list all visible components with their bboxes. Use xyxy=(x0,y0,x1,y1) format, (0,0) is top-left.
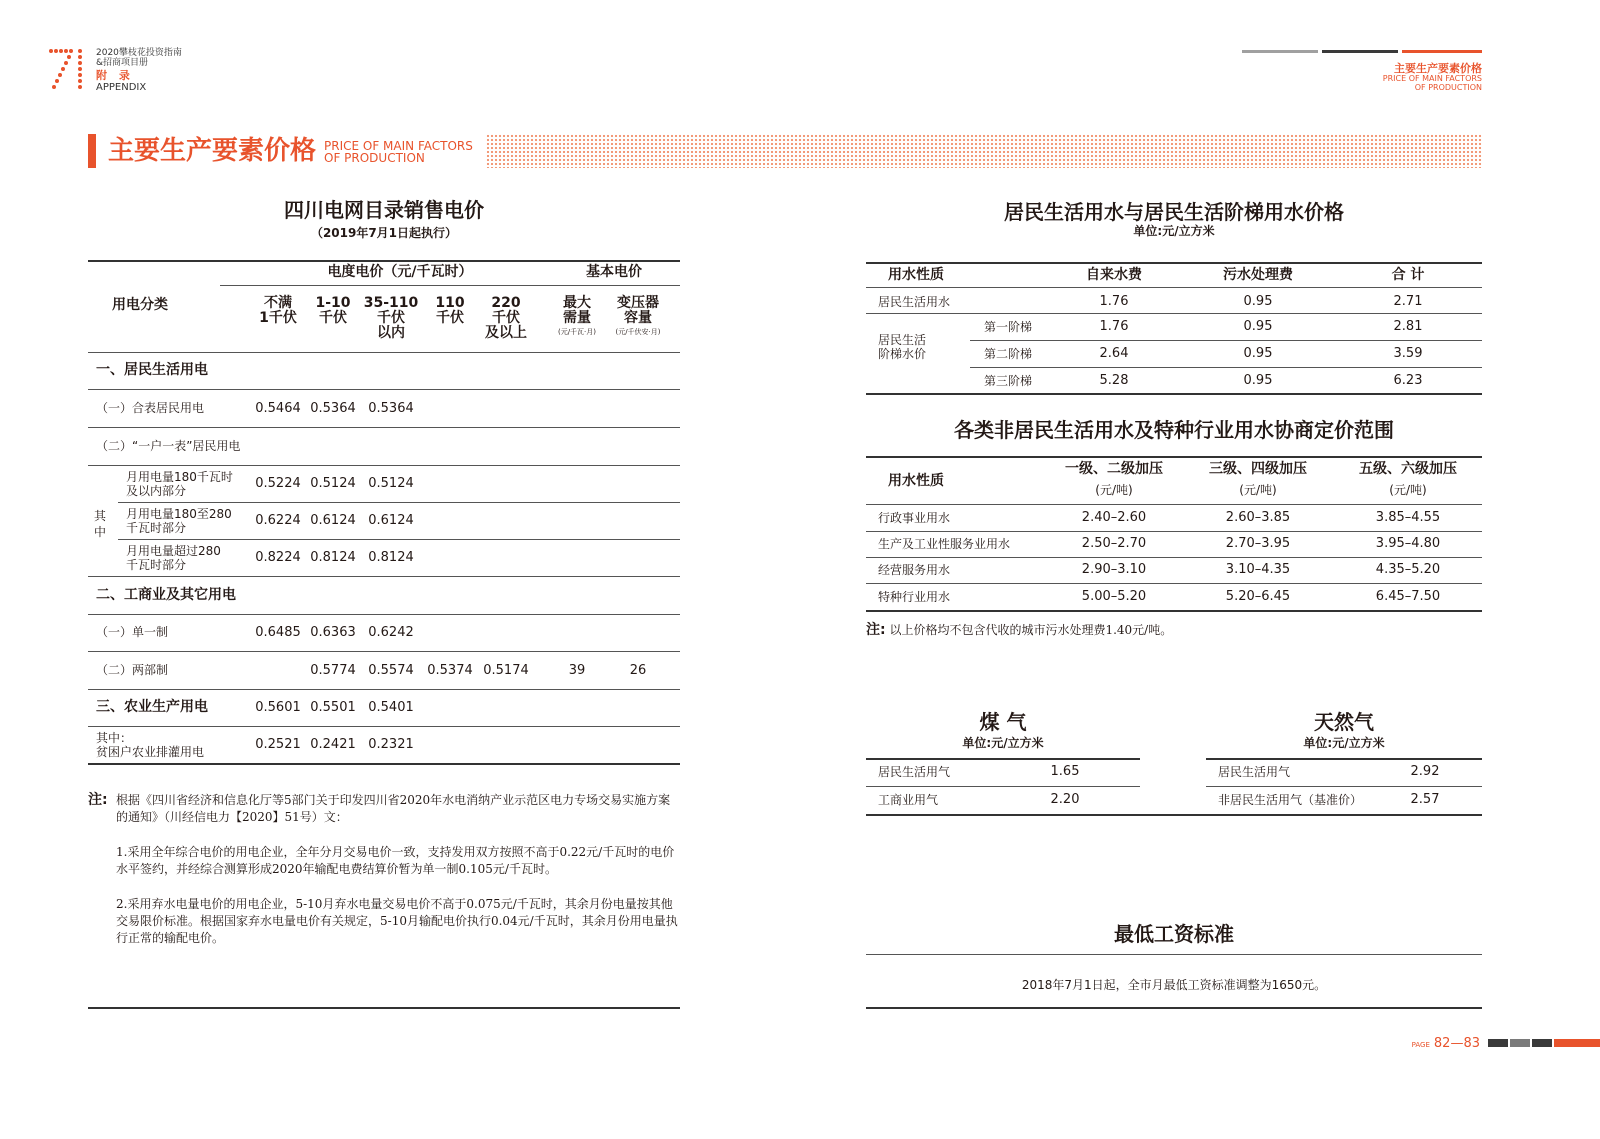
nonres-head-2: 三级、四级加压 xyxy=(1209,461,1307,477)
water-resident-label: 居民生活用水 xyxy=(878,295,951,309)
elec-note-label: 注: xyxy=(88,792,108,808)
elec-row-rule xyxy=(88,726,680,727)
header-right-title: 主要生产要素价格 xyxy=(1394,62,1482,75)
natural-gas-row-rule xyxy=(1206,786,1482,787)
elec-row-rule xyxy=(88,465,680,466)
nonres-row-rule xyxy=(866,557,1482,558)
water-resident-value: 0.95 xyxy=(1243,294,1273,309)
page-label: PAGE xyxy=(1411,1041,1430,1049)
nonres-row-value: 2.90–3.10 xyxy=(1081,562,1147,577)
elec-row-value: 0.8124 xyxy=(368,550,414,565)
elec-row-value: 0.5401 xyxy=(368,700,414,715)
water-tier-value: 6.23 xyxy=(1393,373,1423,388)
page-title-en-line1: PRICE OF MAIN FACTORS xyxy=(324,139,473,153)
natural-gas-label: 居民生活用气 xyxy=(1218,765,1291,779)
elec-row-value: 0.5501 xyxy=(310,700,356,715)
elec-row-value: 0.8224 xyxy=(255,550,301,565)
coal-gas-title: 煤 气 xyxy=(979,710,1027,734)
elec-row-value: 0.5124 xyxy=(368,476,414,491)
logo-icon xyxy=(48,48,90,92)
header-tab-bars xyxy=(1242,50,1482,53)
nonres-row-label: 特种行业用水 xyxy=(878,590,951,604)
elec-row-rule xyxy=(88,427,680,428)
water-head-2: 污水处理费 xyxy=(1223,267,1293,283)
coal-gas-value: 2.20 xyxy=(1050,792,1080,807)
elec-note-intro: 根据《四川省经济和信息化厅等5部门关于印发四川省2020年水电消纳产业示范区电力专场交易实施方案的通知》（川经信电力【2020】51号）文： xyxy=(116,793,671,824)
elec-head-rule xyxy=(220,285,680,286)
elec-row-value: 0.5364 xyxy=(310,401,356,416)
water-tier-rule xyxy=(970,367,1482,368)
elec-row-value: 0.5601 xyxy=(255,700,301,715)
nonres-row-value: 4.35–5.20 xyxy=(1375,562,1441,577)
water-tier-value: 3.59 xyxy=(1393,346,1423,361)
coal-gas-label: 居民生活用气 xyxy=(878,765,951,779)
nonresident-note-label: 注: xyxy=(866,622,886,638)
elec-row-value: 26 xyxy=(629,663,647,678)
nonres-row-rule xyxy=(866,583,1482,584)
elec-row-value: 0.6224 xyxy=(255,513,301,528)
natural-gas-title: 天然气 xyxy=(1314,710,1374,734)
water-unit: 单位:元/立方米 xyxy=(1133,224,1215,238)
elec-row-label: 月用电量超过280 千瓦时部分 xyxy=(126,544,221,572)
header-guide-subtitle: &招商项目册 xyxy=(96,58,149,68)
elec-row-rule xyxy=(88,651,680,652)
elec-row-value: 0.6363 xyxy=(310,625,356,640)
elec-basic-unit-1: (元/千伏安·月) xyxy=(615,328,661,336)
nonres-unit-1: (元/吨) xyxy=(1239,483,1277,497)
nonres-head-1: 一级、二级加压 xyxy=(1065,461,1163,477)
elec-row-label: （一）单一制 xyxy=(96,625,169,639)
nonresident-top-rule xyxy=(866,456,1482,458)
elec-head-bottom-rule xyxy=(88,352,680,353)
water-resident-value: 2.71 xyxy=(1393,294,1423,309)
elec-row-label: （二）两部制 xyxy=(96,663,169,677)
nonres-row-value: 2.70–3.95 xyxy=(1225,536,1291,551)
water-tier-rule xyxy=(866,393,1482,395)
water-tier-group: 居民生活 阶梯水价 xyxy=(878,333,927,361)
water-head-3: 合 计 xyxy=(1391,267,1425,283)
elec-head-energy: 电度电价（元/千瓦时） xyxy=(327,264,473,280)
elec-row-label: 二、工商业及其它用电 xyxy=(96,587,236,603)
elec-basic-head-0: 最大 需量 xyxy=(563,295,591,326)
elec-row-value: 0.5374 xyxy=(427,663,473,678)
wage-bottom-rule xyxy=(866,1007,1482,1009)
elec-row-label: 其中： 贫困户农业排灌用电 xyxy=(96,731,205,759)
elec-note xyxy=(88,792,680,947)
elec-row-value: 0.6485 xyxy=(255,625,301,640)
elec-row-label: 月用电量180千瓦时 及以内部分 xyxy=(126,470,233,498)
header-section-cn: 附 录 xyxy=(96,69,134,82)
wage-title: 最低工资标准 xyxy=(1114,922,1234,946)
natural-gas-label: 非居民生活用气（基准价） xyxy=(1218,793,1363,807)
elec-note-1: 1.采用全年综合电价的用电企业，全年分月交易电价一致，支持发用双方按照不高于0.22元/千瓦时的电价水平签约，并经综合测算形成2020年输配电费结算价暂为单一制0.105元/千瓦时。 xyxy=(116,845,675,876)
elec-row-value: 0.2321 xyxy=(368,737,414,752)
elec-row-label: 一、居民生活用电 xyxy=(96,362,208,378)
water-tier-value: 1.76 xyxy=(1099,319,1129,334)
elec-row-value: 0.6124 xyxy=(368,513,414,528)
coal-gas-value: 1.65 xyxy=(1050,764,1080,779)
natural-gas-value: 2.57 xyxy=(1410,792,1440,807)
page-title-en-line2: OF PRODUCTION xyxy=(324,151,425,165)
water-tier-label: 第二阶梯 xyxy=(984,347,1033,361)
nonres-row-label: 生产及工业性服务业用水 xyxy=(878,537,1011,551)
elec-row-value: 0.8124 xyxy=(310,550,356,565)
elec-col-head-4: 220 千伏 及以上 xyxy=(485,295,527,341)
elec-row-rule xyxy=(88,576,680,577)
nonres-row-rule xyxy=(866,531,1482,532)
water-tier-label: 第一阶梯 xyxy=(984,320,1033,334)
coal-gas-unit: 单位:元/立方米 xyxy=(962,736,1044,750)
electricity-subtitle: （2019年7月1日起执行） xyxy=(310,226,458,240)
water-tier-value: 0.95 xyxy=(1243,319,1273,334)
elec-row-rule xyxy=(88,689,680,690)
elec-col-head-0: 不满 1千伏 xyxy=(259,295,297,326)
nonres-row-rule xyxy=(866,610,1482,612)
elec-head-category: 用电分类 xyxy=(112,297,168,313)
elec-row-value: 0.2421 xyxy=(310,737,356,752)
nonres-row-value: 2.40–2.60 xyxy=(1081,510,1147,525)
elec-row-label: 月用电量180至280 千瓦时部分 xyxy=(126,507,232,535)
elec-basic-head-1: 变压器 容量 xyxy=(617,295,659,326)
water-tier-value: 2.64 xyxy=(1099,346,1129,361)
elec-top-rule xyxy=(88,260,680,262)
elec-among-label: 其 中 xyxy=(94,509,107,539)
title-accent-bar xyxy=(88,134,96,168)
elec-row-value: 0.5174 xyxy=(483,663,529,678)
nonres-row-value: 2.60–3.85 xyxy=(1225,510,1291,525)
gas-bottom-rule xyxy=(866,814,1482,816)
wage-text: 2018年7月1日起，全市月最低工资标准调整为1650元。 xyxy=(1021,978,1327,992)
nonres-unit-2: (元/吨) xyxy=(1389,483,1427,497)
water-tier-value: 2.81 xyxy=(1393,319,1423,334)
water-head-rule xyxy=(866,287,1482,288)
water-tier-value: 5.28 xyxy=(1099,373,1129,388)
nonres-head-3: 五级、六级加压 xyxy=(1359,461,1457,477)
elec-col-head-1: 1-10 千伏 xyxy=(315,295,351,326)
elec-basic-unit-0: (元/千瓦·月) xyxy=(557,328,597,336)
header-right-en-line2: OF PRODUCTION xyxy=(1414,83,1482,92)
title-dot-pattern xyxy=(486,134,1482,168)
nonresident-note-text: 以上价格均不包含代收的城市污水处理费1.40元/吨。 xyxy=(889,623,1173,637)
water-top-rule xyxy=(866,262,1482,264)
elec-head-basic: 基本电价 xyxy=(586,264,642,280)
nonresident-title: 各类非居民生活用水及特种行业用水协商定价范围 xyxy=(954,418,1394,442)
elec-row-rule xyxy=(88,389,680,390)
elec-row-label: （一）合表居民用电 xyxy=(96,401,205,415)
water-tier-value: 0.95 xyxy=(1243,346,1273,361)
elec-row-rule xyxy=(88,614,680,615)
elec-row-value: 0.5574 xyxy=(368,663,414,678)
nonres-row-label: 经营服务用水 xyxy=(878,563,951,577)
water-tier-value: 0.95 xyxy=(1243,373,1273,388)
water-tier-label: 第三阶梯 xyxy=(984,374,1033,388)
elec-row-label: （二）“一户一表”居民用电 xyxy=(96,439,241,453)
page-title: 主要生产要素价格 xyxy=(108,136,317,166)
header-section-en: APPENDIX xyxy=(96,82,147,93)
wage-top-rule xyxy=(866,954,1482,955)
elec-row-value: 0.6242 xyxy=(368,625,414,640)
elec-row-rule xyxy=(118,502,680,503)
nonres-row-value: 5.20–6.45 xyxy=(1225,589,1291,604)
header-guide-title: 2020攀枝花投资指南 xyxy=(96,48,182,58)
nonresident-note xyxy=(866,622,1482,639)
elec-row-rule xyxy=(88,763,680,765)
coal-gas-row-rule xyxy=(866,786,1140,787)
nonres-row-value: 2.50–2.70 xyxy=(1081,536,1147,551)
nonres-row-value: 3.10–4.35 xyxy=(1225,562,1291,577)
elec-row-rule xyxy=(118,539,680,540)
elec-col-head-3: 110 千伏 xyxy=(435,295,465,326)
nonres-row-value: 5.00–5.20 xyxy=(1081,589,1147,604)
coal-gas-label: 工商业用气 xyxy=(878,793,939,807)
page-number xyxy=(1412,1036,1480,1051)
nonres-row-value: 6.45–7.50 xyxy=(1375,589,1441,604)
elec-col-head-2: 35-110 千伏 以内 xyxy=(363,295,419,341)
water-head-1: 自来水费 xyxy=(1086,267,1142,283)
elec-row-value: 0.5464 xyxy=(255,401,301,416)
elec-row-value: 0.5224 xyxy=(255,476,301,491)
elec-row-label: 三、农业生产用电 xyxy=(96,699,208,715)
coal-gas-top-rule xyxy=(866,758,1140,760)
page-bars xyxy=(1488,1039,1600,1047)
water-title: 居民生活用水与居民生活阶梯用水价格 xyxy=(1004,200,1344,224)
natural-gas-top-rule xyxy=(1206,758,1482,760)
header-right-en xyxy=(1383,74,1482,92)
nonres-row-value: 3.95–4.80 xyxy=(1375,536,1441,551)
nonres-head-rule xyxy=(866,504,1482,505)
header-right-en-line1: PRICE OF MAIN FACTORS xyxy=(1382,74,1482,83)
elec-row-value: 0.6124 xyxy=(310,513,356,528)
nonres-head-0: 用水性质 xyxy=(888,473,944,489)
elec-row-value: 0.5774 xyxy=(310,663,356,678)
nonres-row-value: 3.85–4.55 xyxy=(1375,510,1441,525)
elec-row-value: 0.5124 xyxy=(310,476,356,491)
electricity-title: 四川电网目录销售电价 xyxy=(284,198,484,222)
page-title-en xyxy=(324,140,473,164)
water-resident-value: 1.76 xyxy=(1099,294,1129,309)
elec-row-value: 39 xyxy=(568,663,586,678)
water-row-rule xyxy=(866,313,1482,314)
elec-row-value: 0.2521 xyxy=(255,737,301,752)
elec-note-2: 2.采用弃水电量电价的用电企业，5-10月弃水电量交易电价不高于0.075元/千瓦时，其余月份电量按其他交易限价标准。根据国家弃水电量电价有关规定，5-10月输配电价执行0.04元/千瓦时，其余月份用电量执行正常的输配电价。 xyxy=(116,897,678,945)
natural-gas-unit: 单位:元/立方米 xyxy=(1303,736,1385,750)
natural-gas-value: 2.92 xyxy=(1410,764,1440,779)
water-head-0: 用水性质 xyxy=(888,267,944,283)
left-bottom-rule xyxy=(88,1007,680,1009)
elec-row-value: 0.5364 xyxy=(368,401,414,416)
water-tier-rule xyxy=(970,340,1482,341)
nonres-row-label: 行政事业用水 xyxy=(878,511,951,525)
page-number-value: 82—83 xyxy=(1433,1036,1480,1051)
nonres-unit-0: (元/吨) xyxy=(1095,483,1133,497)
